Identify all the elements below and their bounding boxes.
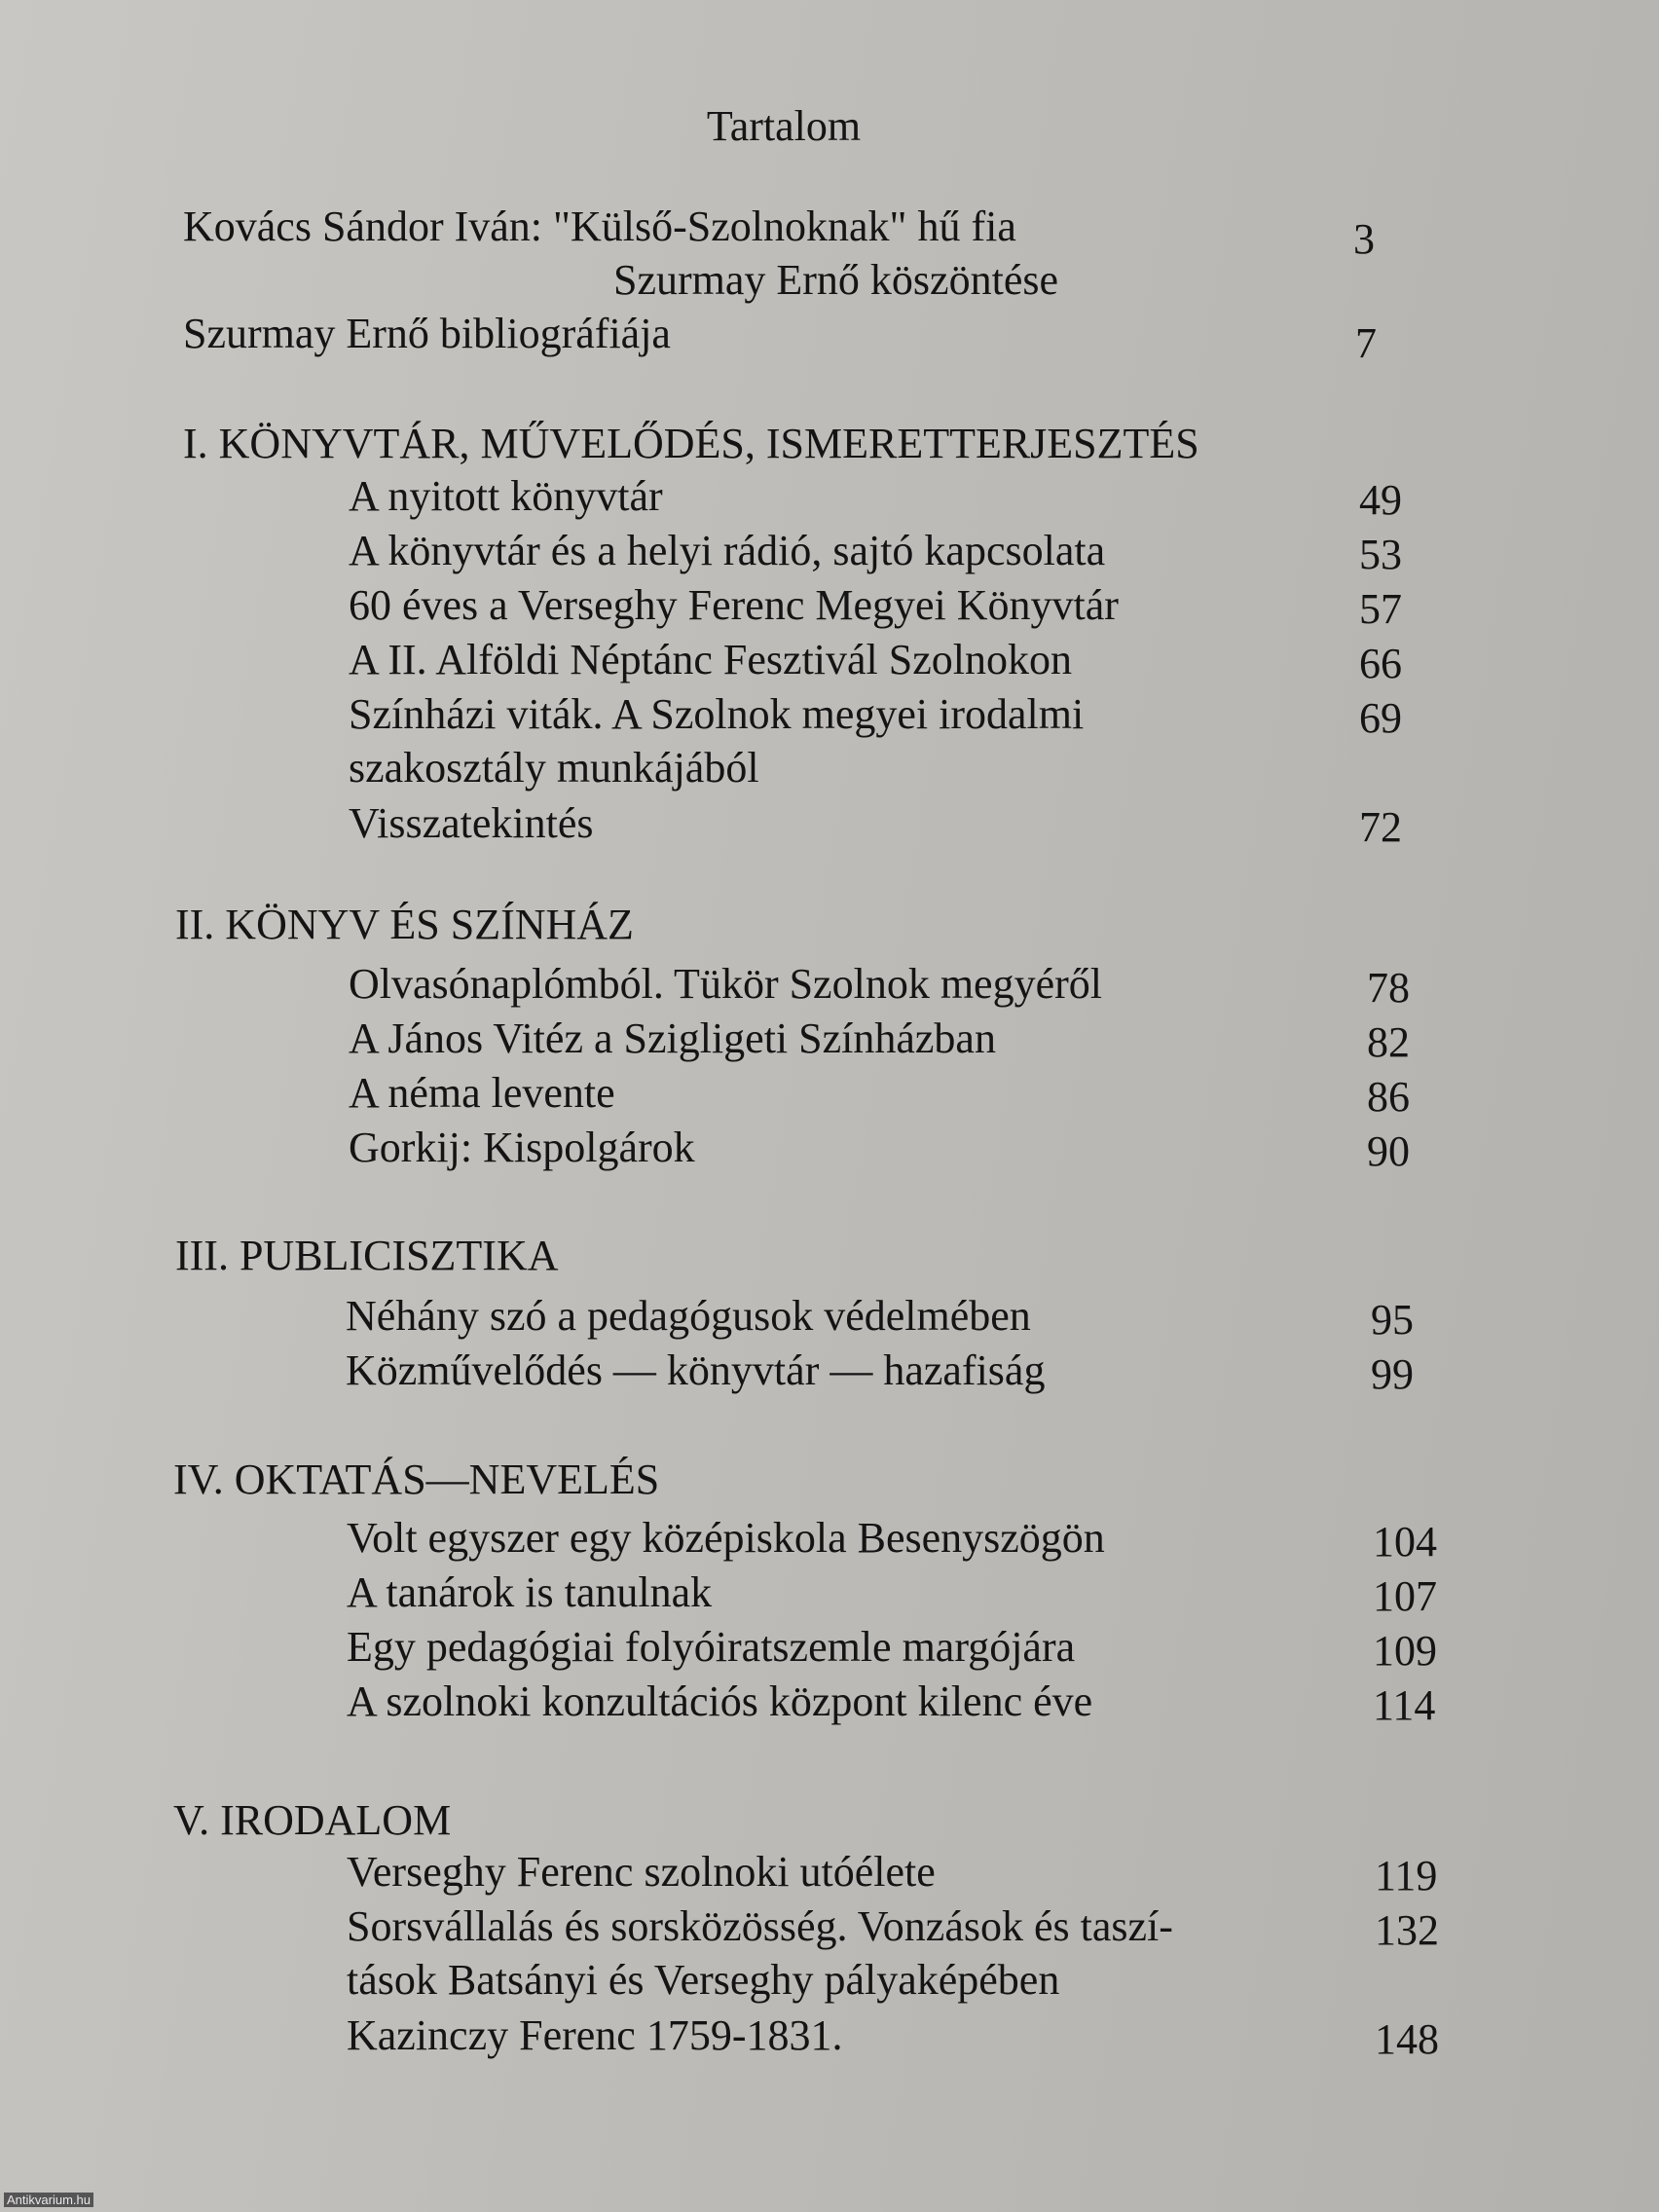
toc-page-number: 53	[1359, 531, 1402, 578]
toc-entry	[347, 2009, 842, 2062]
toc-page-number: 90	[1367, 1127, 1410, 1175]
toc-entry-title: A könyvtár és a helyi rádió, sajtó kapcsolata	[349, 527, 1106, 574]
toc-entry	[346, 1344, 1045, 1397]
toc-page-number: 104	[1373, 1518, 1437, 1566]
toc-entry	[347, 1675, 1092, 1728]
toc-entry-title: A tanárok is tanulnak	[347, 1568, 713, 1616]
watermark: Antikvarium.hu	[4, 2193, 93, 2207]
section-heading: V. IRODALOM	[173, 1796, 452, 1844]
toc-entry	[347, 1899, 1173, 2007]
toc-page-number: 57	[1359, 585, 1402, 633]
toc-entry-title: Volt egyszer egy középiskola Besenyszögön	[347, 1514, 1105, 1562]
toc-entry	[349, 1012, 996, 1065]
toc-page-number: 107	[1373, 1572, 1437, 1620]
toc-page-number: 86	[1367, 1073, 1410, 1121]
toc-entry-title: Néhány szó a pedagógusok védelmében	[346, 1292, 1031, 1340]
section-heading: IV. OKTATÁS—NEVELÉS	[173, 1456, 660, 1503]
toc-entry-title: Sorsvállalás és sorsközösség. Vonzások és taszí-	[347, 1902, 1173, 1950]
toc-entry	[349, 687, 1084, 794]
toc-entry	[347, 1620, 1075, 1674]
toc-entry	[349, 578, 1119, 632]
toc-page-number: 99	[1371, 1350, 1414, 1398]
toc-entry-title: Szurmay Ernő bibliográfiája	[183, 310, 671, 357]
toc-page-number: 72	[1359, 803, 1402, 851]
toc-entry-title: Visszatekintés	[349, 799, 594, 847]
toc-entry	[349, 633, 1072, 686]
toc-entry-title: A nyitott könyvtár	[349, 472, 663, 520]
toc-page-number: 3	[1353, 215, 1375, 263]
toc-entry-title: Kazinczy Ferenc 1759-1831.	[347, 2011, 843, 2059]
toc-entry	[347, 1511, 1105, 1565]
toc-entry	[346, 1289, 1031, 1343]
toc-page-number: 69	[1359, 694, 1402, 742]
toc-entry-title: 60 éves a Verseghy Ferenc Megyei Könyvtár	[349, 581, 1119, 629]
toc-entry	[349, 796, 594, 850]
toc-entry	[347, 1566, 712, 1619]
toc-entry-title: A János Vitéz a Szigligeti Színházban	[349, 1014, 996, 1062]
toc-page-number: 132	[1375, 1906, 1439, 1954]
toc-entry-title: Kovács Sándor Iván: "Külső-Szolnoknak" hű fia	[183, 203, 1016, 250]
toc-page-number: 78	[1367, 964, 1410, 1012]
toc-page-number: 82	[1367, 1018, 1410, 1066]
toc-entry	[183, 307, 671, 360]
toc-entry	[347, 1845, 936, 1899]
section-heading: II. KÖNYV ÉS SZÍNHÁZ	[175, 901, 634, 948]
toc-entry	[349, 469, 663, 523]
page-title: Tartalom	[706, 102, 862, 150]
toc-entry	[183, 200, 1016, 253]
toc-entry-title: A szolnoki konzultációs központ kilenc éve	[347, 1677, 1093, 1725]
toc-entry-title: A II. Alföldi Néptánc Fesztivál Szolnokon	[349, 636, 1072, 683]
toc-page-number: 109	[1373, 1627, 1437, 1675]
toc-entry-title: Verseghy Ferenc szolnoki utóélete	[347, 1848, 936, 1896]
toc-entry-title: tások Batsányi és Verseghy pályaképében	[347, 1956, 1060, 2004]
toc-entry	[349, 524, 1105, 577]
toc-entry-title: Közművelődés — könyvtár — hazafiság	[346, 1346, 1046, 1394]
toc-entry	[349, 1121, 695, 1174]
toc-entry	[349, 1066, 615, 1120]
toc-page-number: 119	[1375, 1852, 1438, 1899]
toc-entry-title: Olvasónaplómból. Tükör Szolnok megyéről	[349, 960, 1102, 1008]
toc-page-number: 7	[1355, 319, 1377, 367]
toc-entry-continuation: Szurmay Ernő köszöntése	[613, 256, 1058, 304]
section-heading: I. KÖNYVTÁR, MŰVELŐDÉS, ISMERETTERJESZTÉS	[183, 420, 1199, 467]
toc-entry-title: Egy pedagógiai folyóiratszemle margójára	[347, 1623, 1076, 1671]
toc-entry-title: Gorkij: Kispolgárok	[349, 1124, 695, 1171]
toc-entry-title: Színházi viták. A Szolnok megyei irodalmi	[349, 690, 1085, 738]
toc-page-number: 148	[1375, 2015, 1439, 2063]
toc-page-number: 49	[1359, 476, 1402, 524]
toc-page-number: 114	[1373, 1681, 1436, 1729]
section-heading: III. PUBLICISZTIKA	[175, 1232, 559, 1279]
toc-page-number: 66	[1359, 640, 1402, 687]
toc-page-number: 95	[1371, 1296, 1414, 1344]
toc-entry-title: szakosztály munkájából	[349, 744, 759, 792]
toc-entry-title: A néma levente	[349, 1069, 615, 1117]
toc-entry	[349, 957, 1102, 1011]
